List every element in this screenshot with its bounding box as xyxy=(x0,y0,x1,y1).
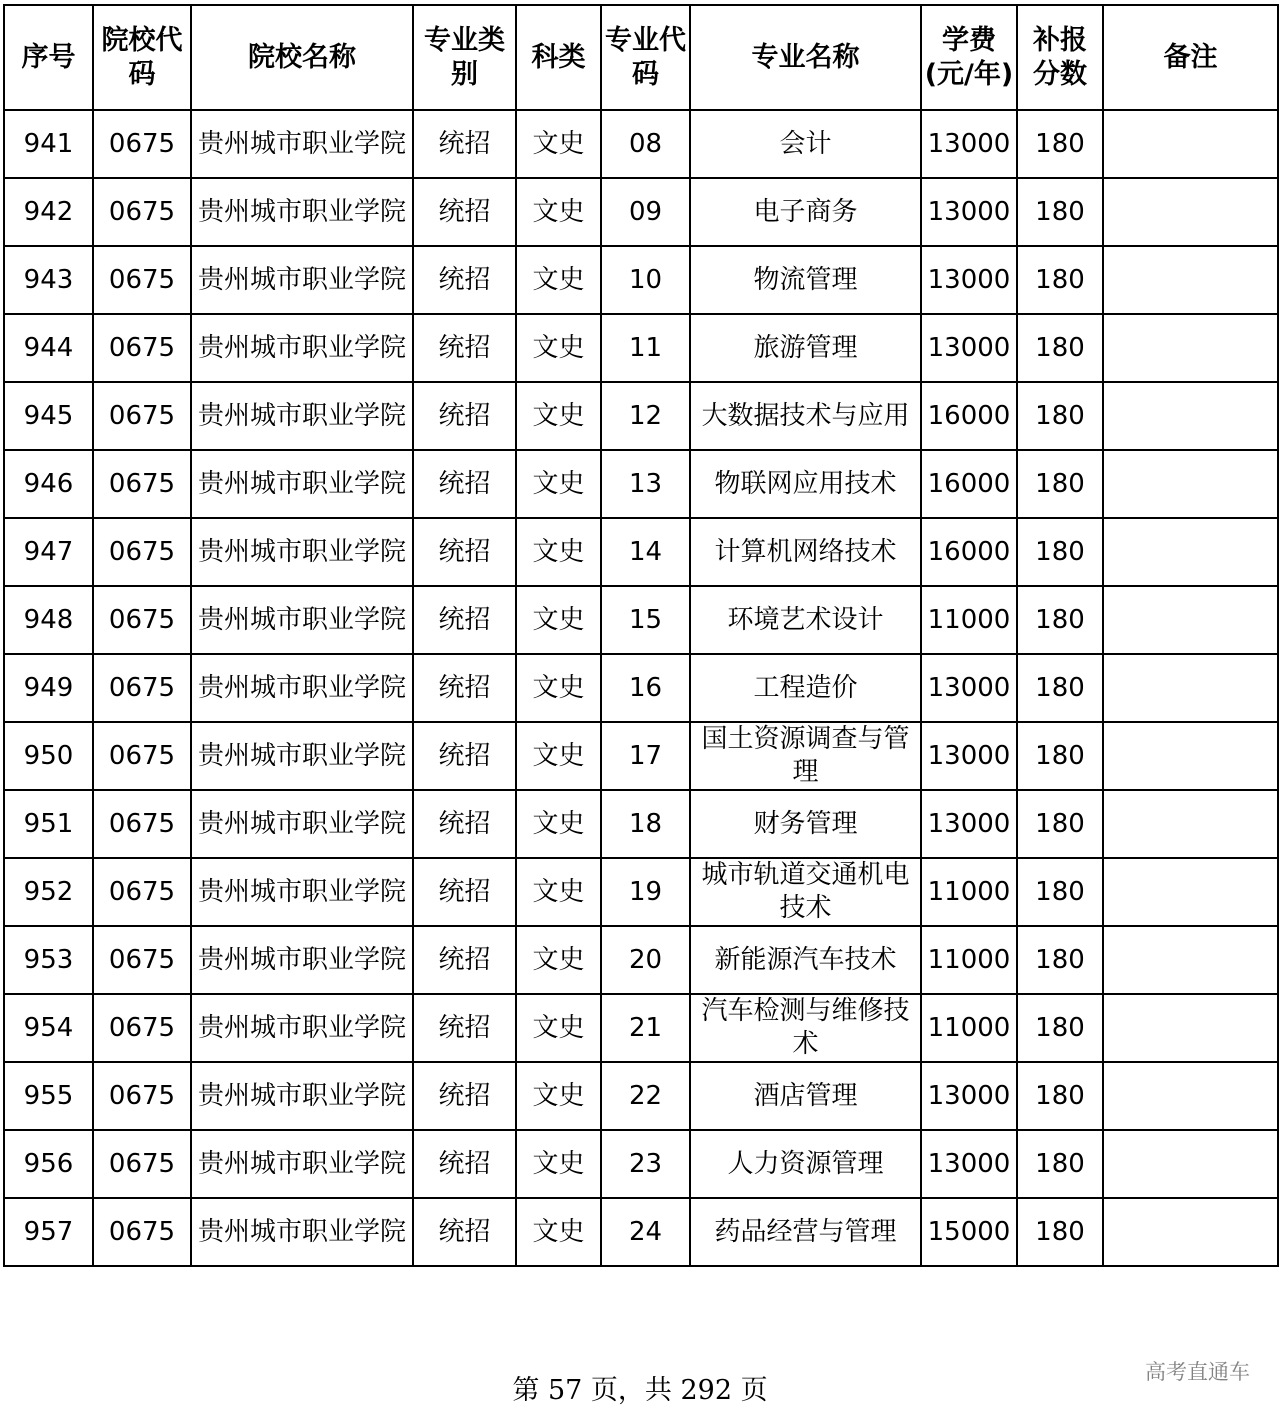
table-cell: 13000 xyxy=(921,1130,1017,1198)
table-cell: 贵州城市职业学院 xyxy=(191,450,413,518)
table-cell: 统招 xyxy=(413,178,516,246)
table-cell: 统招 xyxy=(413,1198,516,1266)
table-row xyxy=(4,110,1278,178)
table-cell: 文史 xyxy=(516,994,601,1062)
table-row xyxy=(4,178,1278,246)
table-cell: 180 xyxy=(1017,110,1103,178)
table-cell: 13 xyxy=(601,450,690,518)
table-cell: 13000 xyxy=(921,654,1017,722)
table-cell: 16000 xyxy=(921,382,1017,450)
table-cell: 951 xyxy=(4,790,93,858)
table-cell: 941 xyxy=(4,110,93,178)
table-cell: 180 xyxy=(1017,790,1103,858)
table-cell: 14 xyxy=(601,518,690,586)
table-cell: 统招 xyxy=(413,722,516,790)
table-cell: 0675 xyxy=(93,722,191,790)
table-cell: 945 xyxy=(4,382,93,450)
column-header: 科类 xyxy=(516,5,601,110)
table-cell: 954 xyxy=(4,994,93,1062)
table-row xyxy=(4,722,1278,790)
table-cell: 贵州城市职业学院 xyxy=(191,382,413,450)
table-cell xyxy=(1103,858,1278,926)
column-header: 专业名称 xyxy=(690,5,921,110)
table-cell xyxy=(1103,1198,1278,1266)
column-header: 院校代码 xyxy=(93,5,191,110)
table-cell: 贵州城市职业学院 xyxy=(191,654,413,722)
table-cell xyxy=(1103,110,1278,178)
table-cell: 180 xyxy=(1017,1062,1103,1130)
table-cell: 22 xyxy=(601,1062,690,1130)
table-cell: 0675 xyxy=(93,1062,191,1130)
table-cell: 946 xyxy=(4,450,93,518)
table-cell: 0675 xyxy=(93,926,191,994)
table-cell: 贵州城市职业学院 xyxy=(191,790,413,858)
table-cell: 955 xyxy=(4,1062,93,1130)
table-cell: 文史 xyxy=(516,790,601,858)
table-cell: 12 xyxy=(601,382,690,450)
table-cell xyxy=(1103,586,1278,654)
table-cell: 17 xyxy=(601,722,690,790)
table-cell xyxy=(1103,314,1278,382)
table-cell: 180 xyxy=(1017,246,1103,314)
table-cell: 23 xyxy=(601,1130,690,1198)
table-cell: 180 xyxy=(1017,178,1103,246)
table-cell: 180 xyxy=(1017,926,1103,994)
table-cell: 文史 xyxy=(516,1198,601,1266)
table-cell: 文史 xyxy=(516,450,601,518)
table-row xyxy=(4,994,1278,1062)
table-cell: 09 xyxy=(601,178,690,246)
table-cell: 贵州城市职业学院 xyxy=(191,1130,413,1198)
table-cell: 20 xyxy=(601,926,690,994)
table-cell: 贵州城市职业学院 xyxy=(191,722,413,790)
table-cell: 环境艺术设计 xyxy=(690,586,921,654)
table-row xyxy=(4,1062,1278,1130)
table-cell: 13000 xyxy=(921,1062,1017,1130)
table-cell: 180 xyxy=(1017,314,1103,382)
table-cell: 酒店管理 xyxy=(690,1062,921,1130)
table-cell: 贵州城市职业学院 xyxy=(191,994,413,1062)
table-cell: 旅游管理 xyxy=(690,314,921,382)
table-cell: 城市轨道交通机电技术 xyxy=(690,858,921,926)
table-cell: 0675 xyxy=(93,382,191,450)
table-cell: 942 xyxy=(4,178,93,246)
table-cell: 贵州城市职业学院 xyxy=(191,586,413,654)
table-cell: 0675 xyxy=(93,790,191,858)
table-cell: 0675 xyxy=(93,178,191,246)
table-cell: 贵州城市职业学院 xyxy=(191,1198,413,1266)
table-cell: 电子商务 xyxy=(690,178,921,246)
table-cell: 0675 xyxy=(93,654,191,722)
table-cell: 0675 xyxy=(93,858,191,926)
table-cell: 15 xyxy=(601,586,690,654)
column-header: 院校名称 xyxy=(191,5,413,110)
table-cell: 948 xyxy=(4,586,93,654)
table-cell: 文史 xyxy=(516,654,601,722)
table-cell: 16000 xyxy=(921,450,1017,518)
table-row xyxy=(4,450,1278,518)
table-cell: 13000 xyxy=(921,178,1017,246)
table-cell: 会计 xyxy=(690,110,921,178)
table-cell: 180 xyxy=(1017,518,1103,586)
table-cell xyxy=(1103,1130,1278,1198)
column-header: 学费(元/年) xyxy=(921,5,1017,110)
page-footer: 第 57 页，共 292 页 xyxy=(512,1375,768,1406)
table-cell: 贵州城市职业学院 xyxy=(191,314,413,382)
table-cell: 贵州城市职业学院 xyxy=(191,110,413,178)
table-row xyxy=(4,1130,1278,1198)
table-row xyxy=(4,382,1278,450)
watermark: 高考直通车 xyxy=(1145,1360,1250,1384)
table-cell: 0675 xyxy=(93,1198,191,1266)
table-cell: 文史 xyxy=(516,1062,601,1130)
table-cell: 180 xyxy=(1017,722,1103,790)
table-cell: 工程造价 xyxy=(690,654,921,722)
table-cell: 180 xyxy=(1017,1198,1103,1266)
table-cell: 180 xyxy=(1017,586,1103,654)
table-cell: 0675 xyxy=(93,586,191,654)
table-cell xyxy=(1103,518,1278,586)
table-cell: 文史 xyxy=(516,1130,601,1198)
table-cell: 21 xyxy=(601,994,690,1062)
table-row xyxy=(4,790,1278,858)
table-cell: 统招 xyxy=(413,110,516,178)
table-cell: 汽车检测与维修技术 xyxy=(690,994,921,1062)
table-cell: 贵州城市职业学院 xyxy=(191,1062,413,1130)
table-cell xyxy=(1103,246,1278,314)
table-cell: 文史 xyxy=(516,858,601,926)
table-cell: 11000 xyxy=(921,858,1017,926)
table-cell: 949 xyxy=(4,654,93,722)
table-cell: 物联网应用技术 xyxy=(690,450,921,518)
table-cell: 11000 xyxy=(921,586,1017,654)
table-cell: 贵州城市职业学院 xyxy=(191,518,413,586)
column-header: 序号 xyxy=(4,5,93,110)
table-cell: 新能源汽车技术 xyxy=(690,926,921,994)
table-cell: 贵州城市职业学院 xyxy=(191,926,413,994)
table-cell: 财务管理 xyxy=(690,790,921,858)
table-cell: 0675 xyxy=(93,1130,191,1198)
table-row xyxy=(4,314,1278,382)
table-cell xyxy=(1103,382,1278,450)
admissions-table xyxy=(3,4,1279,1267)
table-cell: 943 xyxy=(4,246,93,314)
table-cell: 13000 xyxy=(921,790,1017,858)
table-cell: 大数据技术与应用 xyxy=(690,382,921,450)
column-header: 专业类别 xyxy=(413,5,516,110)
table-cell: 贵州城市职业学院 xyxy=(191,178,413,246)
table-cell: 统招 xyxy=(413,450,516,518)
table-cell: 0675 xyxy=(93,518,191,586)
table-cell xyxy=(1103,790,1278,858)
table-cell: 统招 xyxy=(413,858,516,926)
column-header: 专业代码 xyxy=(601,5,690,110)
table-cell: 国土资源调查与管理 xyxy=(690,722,921,790)
table-cell: 统招 xyxy=(413,994,516,1062)
table-cell: 统招 xyxy=(413,382,516,450)
table-cell: 13000 xyxy=(921,246,1017,314)
table-row xyxy=(4,246,1278,314)
table-cell: 0675 xyxy=(93,450,191,518)
table-cell: 13000 xyxy=(921,110,1017,178)
table-cell: 944 xyxy=(4,314,93,382)
table-cell xyxy=(1103,178,1278,246)
table-cell: 950 xyxy=(4,722,93,790)
table-cell: 956 xyxy=(4,1130,93,1198)
column-header: 备注 xyxy=(1103,5,1278,110)
table-row xyxy=(4,586,1278,654)
table-cell: 13000 xyxy=(921,722,1017,790)
table-cell xyxy=(1103,926,1278,994)
table-cell: 统招 xyxy=(413,654,516,722)
table-cell: 药品经营与管理 xyxy=(690,1198,921,1266)
table-row xyxy=(4,858,1278,926)
table-cell: 08 xyxy=(601,110,690,178)
table-cell: 180 xyxy=(1017,858,1103,926)
table-cell xyxy=(1103,722,1278,790)
table-cell: 180 xyxy=(1017,450,1103,518)
table-cell xyxy=(1103,994,1278,1062)
table-cell: 180 xyxy=(1017,382,1103,450)
table-row xyxy=(4,926,1278,994)
table-cell: 文史 xyxy=(516,518,601,586)
table-cell: 文史 xyxy=(516,178,601,246)
table-cell: 0675 xyxy=(93,246,191,314)
table-row xyxy=(4,654,1278,722)
table-cell: 文史 xyxy=(516,246,601,314)
table-header-row xyxy=(4,5,1278,110)
table-cell: 统招 xyxy=(413,790,516,858)
table-cell: 953 xyxy=(4,926,93,994)
table-cell: 计算机网络技术 xyxy=(690,518,921,586)
table-cell xyxy=(1103,654,1278,722)
table-cell: 0675 xyxy=(93,994,191,1062)
table-cell: 统招 xyxy=(413,1130,516,1198)
table-cell: 24 xyxy=(601,1198,690,1266)
table-cell: 180 xyxy=(1017,994,1103,1062)
table-cell: 15000 xyxy=(921,1198,1017,1266)
table-cell: 13000 xyxy=(921,314,1017,382)
table-cell: 957 xyxy=(4,1198,93,1266)
table-cell: 文史 xyxy=(516,586,601,654)
table-row xyxy=(4,1198,1278,1266)
table-cell: 统招 xyxy=(413,518,516,586)
table-cell: 文史 xyxy=(516,314,601,382)
table-cell: 统招 xyxy=(413,1062,516,1130)
table-cell: 16 xyxy=(601,654,690,722)
table-cell: 文史 xyxy=(516,382,601,450)
table-cell: 11000 xyxy=(921,926,1017,994)
table-cell: 11 xyxy=(601,314,690,382)
table-cell: 19 xyxy=(601,858,690,926)
table-cell xyxy=(1103,450,1278,518)
table-cell: 统招 xyxy=(413,314,516,382)
table-cell: 统招 xyxy=(413,246,516,314)
table-cell: 10 xyxy=(601,246,690,314)
table-cell: 人力资源管理 xyxy=(690,1130,921,1198)
table-cell: 文史 xyxy=(516,722,601,790)
table-cell: 18 xyxy=(601,790,690,858)
table-cell xyxy=(1103,1062,1278,1130)
table-cell: 947 xyxy=(4,518,93,586)
table-cell: 文史 xyxy=(516,926,601,994)
table-cell: 0675 xyxy=(93,110,191,178)
table-cell: 180 xyxy=(1017,1130,1103,1198)
table-cell: 11000 xyxy=(921,994,1017,1062)
table-body xyxy=(4,110,1278,1266)
table-cell: 16000 xyxy=(921,518,1017,586)
table-cell: 0675 xyxy=(93,314,191,382)
table-cell: 952 xyxy=(4,858,93,926)
table-row xyxy=(4,518,1278,586)
table-cell: 物流管理 xyxy=(690,246,921,314)
table-cell: 统招 xyxy=(413,926,516,994)
table-cell: 统招 xyxy=(413,586,516,654)
table-cell: 贵州城市职业学院 xyxy=(191,858,413,926)
column-header: 补报分数 xyxy=(1017,5,1103,110)
table-cell: 文史 xyxy=(516,110,601,178)
table-cell: 贵州城市职业学院 xyxy=(191,246,413,314)
table-cell: 180 xyxy=(1017,654,1103,722)
